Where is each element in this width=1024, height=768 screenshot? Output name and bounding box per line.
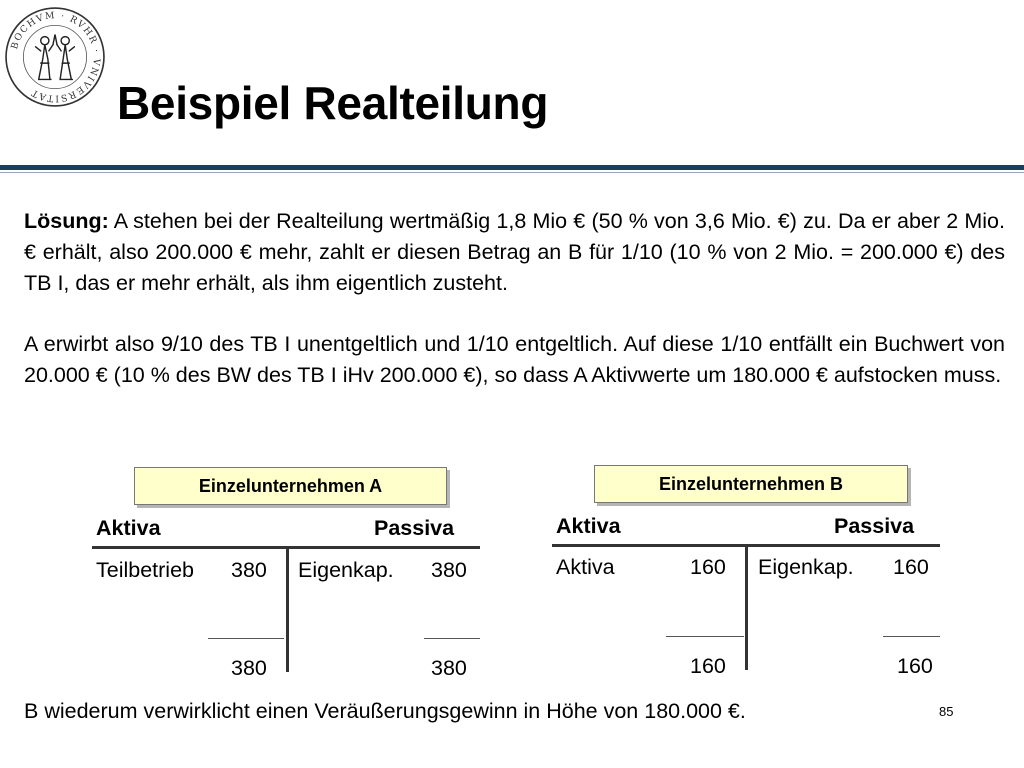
account-b-right-value: 160 [893,555,929,579]
account-b-left-value: 160 [690,555,726,579]
solution-label: Lösung: [24,209,109,233]
page-number: 85 [939,704,954,719]
account-a-title: Einzelunternehmen A [134,467,447,505]
account-a-divider [286,548,289,672]
account-a-left-item: Teilbetrieb [96,558,194,582]
header-divider-thin [0,172,1024,173]
account-a-left-total: 380 [231,656,267,680]
header-divider [0,165,1024,170]
account-a-right-total: 380 [431,656,467,680]
account-b-left-total: 160 [690,654,726,678]
slide-title: Beispiel Realteilung [117,77,549,129]
account-b-aktiva-label: Aktiva [556,514,621,538]
account-a-aktiva-label: Aktiva [96,516,161,540]
account-a-right-value: 380 [431,558,467,582]
account-b-right-item: Eigenkap. [758,555,854,579]
account-b-title: Einzelunternehmen B [594,465,908,503]
svg-text:BOCHVM · RVHR · VNIVERSITAT: BOCHVM · RVHR · VNIVERSITAT [9,9,102,104]
account-b-divider [745,546,748,670]
account-b-left-item: Aktiva [556,555,615,579]
account-b-left-sum-line [666,636,744,637]
account-a-passiva-label: Passiva [374,516,455,540]
account-b-right-sum-line [883,636,940,637]
account-a-right-item: Eigenkap. [298,558,394,582]
account-a-left-value: 380 [231,558,267,582]
university-seal-logo [4,6,106,108]
conclusion-text: B wiederum verwirklicht einen Veräußerungsgewinn in Höhe von 180.000 €. [24,699,746,723]
solution-text: A stehen bei der Realteilung wertmäßig 1,8 Mio € (50 % von 3,6 Mio. €) zu. Da er aber 2 Mio. € erhält, also 200.000 € mehr, zahlt er diesen Betrag an B für 1/10 (10 % von 2 Mio. = 200.000 €) des TB I, das er mehr erhält, als ihm eigentlich zusteht. [24,209,1005,295]
account-b-right-total: 160 [897,654,933,678]
explanation-paragraph: A erwirbt also 9/10 des TB I unentgeltlich und 1/10 entgeltlich. Auf diese 1/10 entfällt ein Buchwert von 20.000 € (10 % des BW des TB I iHv 200.000 €), so dass A Aktivwerte um 180.000 € aufstocken muss. [24,332,1005,387]
account-a-right-sum-line [424,638,480,639]
solution-paragraph [24,206,1005,299]
account-a-left-sum-line [208,638,284,639]
account-b-passiva-label: Passiva [834,514,915,538]
